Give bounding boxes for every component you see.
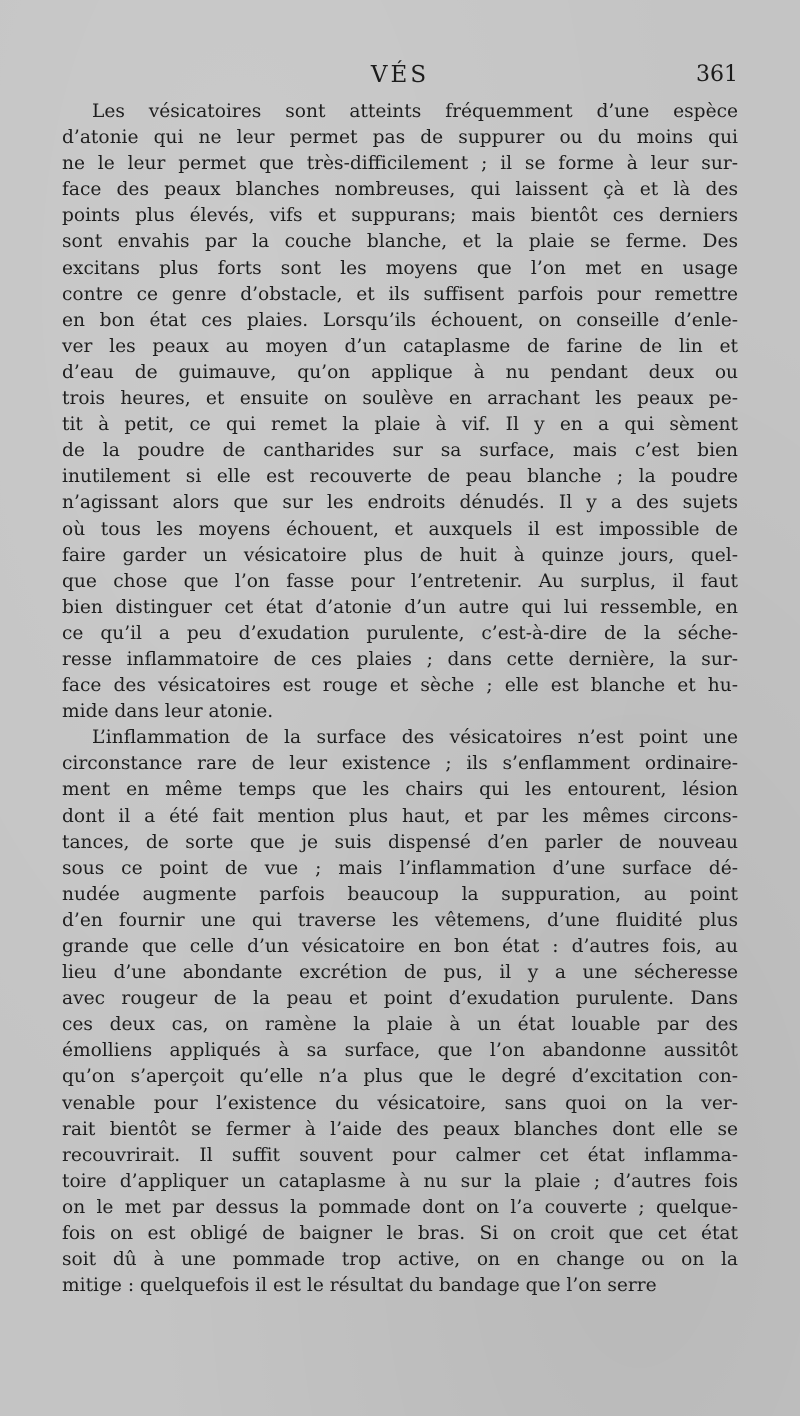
text-line: d’en fournir une qui traverse les vêtemens, d’une fluidité plus bbox=[62, 909, 738, 931]
text-line: nudée augmente parfois beaucoup la suppuration, au point bbox=[62, 883, 738, 905]
text-line: points plus élevés, vifs et suppurans; mais bientôt ces derniers bbox=[62, 205, 738, 227]
text-line: circonstance rare de leur existence ; ils s’enflamment ordinaire- bbox=[62, 753, 738, 775]
page-number: 361 bbox=[696, 62, 738, 87]
text-line: face des peaux blanches nombreuses, qui laissent çà et là des bbox=[62, 179, 738, 201]
text-line: venable pour l’existence du vésicatoire, sans quoi on la ver- bbox=[62, 1092, 738, 1114]
text-line: ce qu’il a peu d’exudation purulente, c’est-à-dire de la séche- bbox=[62, 622, 738, 644]
text-line: fois on est obligé de baigner le bras. Si on croit que cet état bbox=[62, 1223, 738, 1245]
text-line: on le met par dessus la pommade dont on l’a couverte ; quelque- bbox=[62, 1196, 738, 1218]
text-line: excitans plus forts sont les moyens que l’on met en usage bbox=[62, 257, 738, 279]
text-line: resse inflammatoire de ces plaies ; dans cette dernière, la sur- bbox=[62, 648, 738, 670]
text-line: d’eau de guimauve, qu’on applique à nu pendant deux ou bbox=[62, 361, 738, 383]
text-line: ces deux cas, on ramène la plaie à un état louable par des bbox=[62, 1014, 738, 1036]
text-line: mide dans leur atonie. bbox=[62, 701, 274, 723]
text-line: bien distinguer cet état d’atonie d’un autre qui lui ressemble, en bbox=[62, 596, 738, 618]
text-line: face des vésicatoires est rouge et sèche ; elle est blanche et hu- bbox=[62, 675, 738, 697]
text-line: sous ce point de vue ; mais l’inflammation d’une surface dé- bbox=[62, 857, 738, 879]
text-line: où tous les moyens échouent, et auxquels il est impossible de bbox=[62, 518, 738, 540]
text-line: faire garder un vésicatoire plus de huit à quinze jours, quel- bbox=[62, 544, 738, 566]
text-line: L’inflammation de la surface des vésicatoires n’est point une bbox=[92, 727, 738, 749]
text-line: mitige : quelquefois il est le résultat du bandage que l’on serre bbox=[62, 1275, 657, 1297]
body-text bbox=[62, 99, 738, 1299]
text-line: avec rougeur de la peau et point d’exudation purulente. Dans bbox=[62, 988, 738, 1010]
text-line: que chose que l’on fasse pour l’entretenir. Au surplus, il faut bbox=[62, 570, 738, 592]
text-line: rait bientôt se fermer à l’aide des peaux blanches dont elle se bbox=[62, 1118, 738, 1140]
paragraph-2 bbox=[62, 725, 738, 1299]
text-line: contre ce genre d’obstacle, et ils suffisent parfois pour remettre bbox=[62, 283, 738, 305]
text-line: émolliens appliqués à sa surface, que l’on abandonne aussitôt bbox=[62, 1040, 738, 1062]
page-header bbox=[62, 62, 738, 96]
text-line: soit dû à une pommade trop active, on en change ou on la bbox=[62, 1249, 738, 1271]
text-line: ne le leur permet que très-difficilement ; il se forme à leur sur- bbox=[62, 153, 738, 175]
text-line: tit à petit, ce qui remet la plaie à vif. Il y en a qui sèment bbox=[62, 414, 738, 436]
text-line: n’agissant alors que sur les endroits dénudés. Il y a des sujets bbox=[62, 492, 738, 514]
text-line: sont envahis par la couche blanche, et la plaie se ferme. Des bbox=[62, 231, 738, 253]
text-line: grande que celle d’un vésicatoire en bon état : d’autres fois, au bbox=[62, 936, 738, 957]
running-head: VÉS bbox=[370, 62, 430, 88]
text-line: tances, de sorte que je suis dispensé d’en parler de nouveau bbox=[62, 831, 738, 853]
text-line: toire d’appliquer un cataplasme à nu sur la plaie ; d’autres fois bbox=[62, 1170, 738, 1192]
text-line: ver les peaux au moyen d’un cataplasme de farine de lin et bbox=[62, 335, 738, 357]
text-line: lieu d’une abondante excrétion de pus, il y a une sécheresse bbox=[62, 962, 738, 984]
text-line: inutilement si elle est recouverte de peau blanche ; la poudre bbox=[62, 466, 738, 488]
text-line: de la poudre de cantharides sur sa surface, mais c’est bien bbox=[62, 440, 738, 462]
text-line: trois heures, et ensuite on soulève en arrachant les peaux pe- bbox=[62, 388, 738, 410]
text-line: d’atonie qui ne leur permet pas de suppurer ou du moins qui bbox=[62, 127, 738, 149]
text-line: dont il a été fait mention plus haut, et par les mêmes circons- bbox=[62, 805, 738, 827]
text-line: Les vésicatoires sont atteints fréquemment d’une espèce bbox=[92, 101, 738, 122]
text-line: en bon état ces plaies. Lorsqu’ils échouent, on conseille d’enle- bbox=[62, 309, 738, 331]
text-line: qu’on s’aperçoit qu’elle n’a plus que le degré d’excitation con- bbox=[62, 1066, 738, 1088]
text-line: ment en même temps que les chairs qui les entourent, lésion bbox=[62, 779, 738, 801]
text-line: recouvrirait. Il suffit souvent pour calmer cet état inflamma- bbox=[62, 1144, 738, 1166]
paragraph-1 bbox=[62, 99, 738, 725]
